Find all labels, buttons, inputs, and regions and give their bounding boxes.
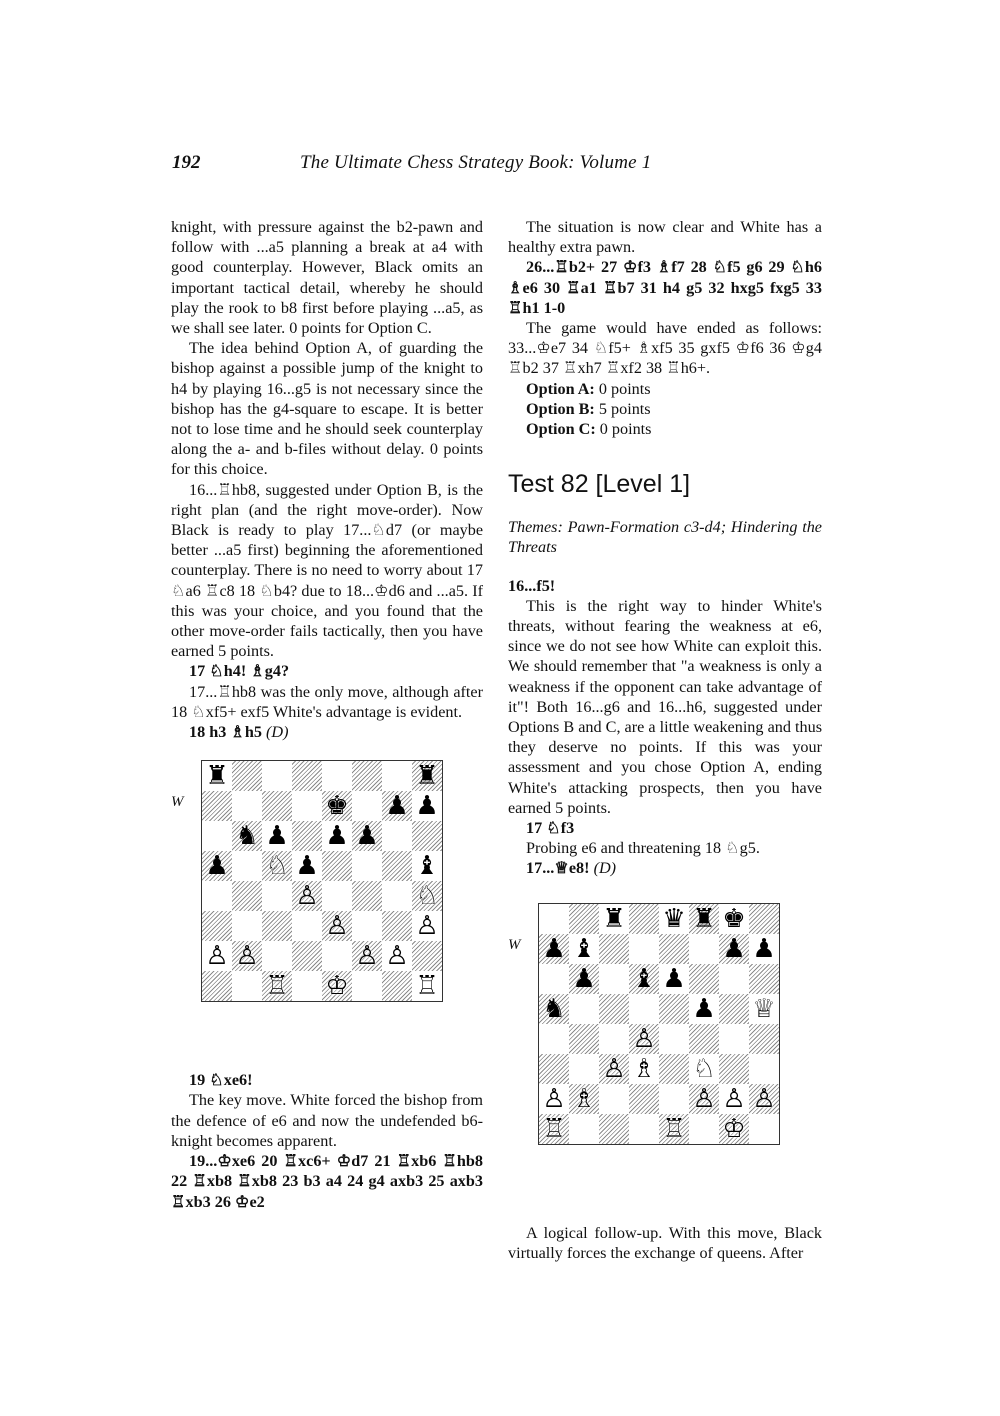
board-square xyxy=(382,941,412,971)
board-square xyxy=(352,821,382,851)
board-square xyxy=(659,1084,689,1114)
board-square xyxy=(352,941,382,971)
left-column xyxy=(171,217,483,1212)
board-square xyxy=(232,941,262,971)
board-square xyxy=(599,1084,629,1114)
black-pawn-icon: ♟ xyxy=(385,791,409,822)
board-square xyxy=(749,994,779,1024)
white-bishop-icon: ♗ xyxy=(572,1083,596,1114)
page-number: 192 xyxy=(172,152,201,173)
board-square xyxy=(202,971,232,1001)
black-pawn-icon: ♟ xyxy=(692,993,716,1024)
board-square xyxy=(232,971,262,1001)
black-knight-icon: ♞ xyxy=(235,821,259,852)
themes-line: Themes: Pawn-Formation c3-d4; Hindering the Threats xyxy=(508,518,822,557)
board-square xyxy=(659,1054,689,1084)
white-pawn-icon: ♙ xyxy=(632,1023,656,1054)
board-square xyxy=(599,1024,629,1054)
white-pawn-icon: ♙ xyxy=(722,1083,746,1114)
board-square xyxy=(382,971,412,1001)
side-to-move: W xyxy=(508,936,521,953)
black-pawn-icon: ♟ xyxy=(355,821,379,852)
black-rook-icon: ♜ xyxy=(205,761,229,792)
board-square xyxy=(292,821,322,851)
board-square xyxy=(262,791,292,821)
board-square xyxy=(232,791,262,821)
white-king-icon: ♔ xyxy=(722,1113,746,1144)
board-square xyxy=(262,971,292,1001)
board-square xyxy=(202,791,232,821)
board-square xyxy=(382,791,412,821)
white-pawn-icon: ♙ xyxy=(385,941,409,972)
board-square xyxy=(382,911,412,941)
white-pawn-icon: ♙ xyxy=(205,941,229,972)
black-rook-icon: ♜ xyxy=(415,761,439,792)
option-value: 5 points xyxy=(598,399,651,418)
white-pawn-icon: ♙ xyxy=(415,911,439,942)
board-square xyxy=(202,761,232,791)
paragraph: The situation is now clear and White has a healthy extra pawn. xyxy=(508,218,822,257)
board-square xyxy=(629,934,659,964)
board-square xyxy=(352,911,382,941)
move-line: 19...♔xe6 20 ♖xc6+ ♔d7 21 ♖xb6 ♖hb8 22 ♖xb8 ♖xb8 23 b3 a4 24 g4 axb3 25 axb3 ♖xb3 26 ♔e2 xyxy=(171,1152,483,1211)
board-square xyxy=(412,911,442,941)
board-square xyxy=(232,851,262,881)
board-square xyxy=(599,994,629,1024)
white-pawn-icon: ♙ xyxy=(542,1083,566,1114)
board-square xyxy=(262,761,292,791)
board-square xyxy=(382,821,412,851)
board-square xyxy=(292,881,322,911)
white-pawn-icon: ♙ xyxy=(692,1083,716,1114)
board-square xyxy=(539,1084,569,1114)
chess-board xyxy=(538,903,780,1145)
board-square xyxy=(232,881,262,911)
black-bishop-icon: ♝ xyxy=(415,851,439,882)
board-square xyxy=(202,911,232,941)
white-pawn-icon: ♙ xyxy=(325,911,349,942)
white-rook-icon: ♖ xyxy=(415,971,439,1002)
black-pawn-icon: ♟ xyxy=(752,933,776,964)
board-square xyxy=(719,1114,749,1144)
board-square xyxy=(569,1024,599,1054)
white-queen-icon: ♕ xyxy=(752,993,776,1024)
board-square xyxy=(719,1084,749,1114)
diagram-marker: (D) xyxy=(593,859,617,878)
board-square xyxy=(569,1054,599,1084)
black-pawn-icon: ♟ xyxy=(415,791,439,822)
running-header xyxy=(172,152,822,178)
board-square xyxy=(322,821,352,851)
board-square xyxy=(569,1114,599,1144)
board-square xyxy=(719,904,749,934)
white-bishop-icon: ♗ xyxy=(632,1053,656,1084)
board-square xyxy=(232,911,262,941)
board-square xyxy=(539,1054,569,1084)
board-square xyxy=(292,971,322,1001)
move-line: 26...♖b2+ 27 ♔f3 ♗f7 28 ♘f5 g6 29 ♘h6 ♗e6 30 ♖a1 ♖b7 31 h4 g5 32 hxg5 fxg5 33 ♖h1 1-0 xyxy=(508,258,822,317)
move-text: 17...♕e8! xyxy=(526,859,590,878)
white-king-icon: ♔ xyxy=(325,971,349,1002)
board-square xyxy=(382,761,412,791)
board-square xyxy=(749,934,779,964)
board-square xyxy=(719,964,749,994)
board-square xyxy=(689,994,719,1024)
option-score xyxy=(508,379,822,399)
option-score xyxy=(508,419,822,439)
move-line: 16...f5! xyxy=(508,576,556,595)
right-column xyxy=(508,217,822,1263)
white-pawn-icon: ♙ xyxy=(752,1083,776,1114)
board-square xyxy=(292,791,322,821)
board-square xyxy=(569,1084,599,1114)
board-square xyxy=(629,904,659,934)
board-square xyxy=(352,791,382,821)
white-pawn-icon: ♙ xyxy=(602,1053,626,1084)
board-square xyxy=(719,1024,749,1054)
option-score xyxy=(508,399,822,419)
paragraph: The key move. White forced the bishop from the defence of e6 and now the undefended b6-knight becomes apparent. xyxy=(171,1091,483,1150)
board-square xyxy=(749,1024,779,1054)
chess-diagram-1 xyxy=(171,760,483,1070)
board-square xyxy=(262,941,292,971)
black-pawn-icon: ♟ xyxy=(572,963,596,994)
black-rook-icon: ♜ xyxy=(602,903,626,934)
paragraph: A logical follow-up. With this move, Black virtually forces the exchange of queens. After xyxy=(508,1223,822,1262)
option-label: Option A: xyxy=(526,379,595,398)
board-square xyxy=(232,821,262,851)
board-square xyxy=(599,904,629,934)
black-king-icon: ♚ xyxy=(722,903,746,934)
board-square xyxy=(629,964,659,994)
board-square xyxy=(719,934,749,964)
paragraph: 17...♖hb8 was the only move, although after 18 ♘xf5+ exf5 White's advantage is evident. xyxy=(171,682,483,721)
board-square xyxy=(749,1084,779,1114)
board-square xyxy=(412,851,442,881)
board-square xyxy=(719,994,749,1024)
board-square xyxy=(232,761,262,791)
board-square xyxy=(292,941,322,971)
paragraph: The idea behind Option A, of guarding the bishop against a possible jump of the knight to h4 by playing 16...g5 is not necessary since the bishop has the g4-square to escape. It is better not to lose time and he should seek counterplay along the a- and b-files without delay. 0 points for this choice. xyxy=(171,339,483,479)
option-value: 0 points xyxy=(599,420,652,439)
paragraph: This is the right way to hinder White's threats, without fearing the weakness at e6, since we do not see how White can exploit this. We should remember that "a weakness is only a weakness if the opponent can take advantage of it"! Both 16...g6 and 16...h6, suggested under Options B and C, are a little weakening and thus they deserve no points. If this was your assessment and you chose Option A, ending White's attacking prospects, then you have earned 5 points. xyxy=(508,596,822,817)
board-square xyxy=(292,851,322,881)
chess-diagram-2 xyxy=(508,903,822,1223)
board-square xyxy=(539,994,569,1024)
black-pawn-icon: ♟ xyxy=(265,821,289,852)
board-square xyxy=(322,911,352,941)
option-value: 0 points xyxy=(598,379,651,398)
black-rook-icon: ♜ xyxy=(692,903,716,934)
board-square xyxy=(202,881,232,911)
board-square xyxy=(599,1054,629,1084)
board-square xyxy=(689,964,719,994)
white-rook-icon: ♖ xyxy=(662,1113,686,1144)
black-knight-icon: ♞ xyxy=(542,993,566,1024)
paragraph: knight, with pressure against the b2-pawn and follow with ...a5 planning a break at a4 with good counterplay. However, Black omits an important tactical detail, whereby he should play the rook to b8 first before playing ...a5, as we shall see later. 0 points for Option C. xyxy=(171,218,483,338)
white-rook-icon: ♖ xyxy=(542,1113,566,1144)
board-square xyxy=(659,1114,689,1144)
board-square xyxy=(719,1054,749,1084)
board-square xyxy=(689,1054,719,1084)
board-square xyxy=(412,941,442,971)
board-square xyxy=(689,934,719,964)
board-square xyxy=(262,851,292,881)
black-bishop-icon: ♝ xyxy=(572,933,596,964)
board-square xyxy=(749,964,779,994)
board-square xyxy=(202,851,232,881)
white-pawn-icon: ♙ xyxy=(235,941,259,972)
board-square xyxy=(629,1084,659,1114)
white-rook-icon: ♖ xyxy=(265,971,289,1002)
board-square xyxy=(569,994,599,1024)
side-to-move: W xyxy=(171,794,184,811)
board-square xyxy=(262,821,292,851)
board-square xyxy=(539,1114,569,1144)
board-square xyxy=(412,971,442,1001)
running-title: The Ultimate Chess Strategy Book: Volume 1 xyxy=(300,152,652,173)
board-square xyxy=(202,821,232,851)
white-pawn-icon: ♙ xyxy=(355,941,379,972)
move-line xyxy=(171,722,483,742)
black-pawn-icon: ♟ xyxy=(662,963,686,994)
paragraph: The game would have ended as follows: 33...♔e7 34 ♘f5+ ♗xf5 35 gxf5 ♔f6 36 ♔g4 ♖b2 37 ♖xh7 ♖xf2 38 ♖h6+. xyxy=(508,319,822,378)
chess-board xyxy=(201,760,443,1002)
black-pawn-icon: ♟ xyxy=(722,933,746,964)
board-square xyxy=(629,1024,659,1054)
option-label: Option C: xyxy=(526,420,596,439)
board-square xyxy=(202,941,232,971)
black-pawn-icon: ♟ xyxy=(542,933,566,964)
board-square xyxy=(629,1114,659,1144)
board-square xyxy=(569,904,599,934)
board-square xyxy=(539,1024,569,1054)
paragraph: 16...♖hb8, suggested under Option B, is the right plan (and the right move-order). Now Black is ready to play 17...♘d7 (or maybe better ...a5 first) beginning the aforementioned counterplay. There is no need to worry about 17 ♘a6 ♖c8 18 ♘b4? due to 18...♔d6 and ...a5. If this was your choice, and you found that the other move-order fails tactically, then you have earned 5 points. xyxy=(171,480,483,661)
test-heading: Test 82 [Level 1] xyxy=(508,470,691,499)
board-square xyxy=(352,971,382,1001)
board-square xyxy=(659,1024,689,1054)
board-square xyxy=(569,934,599,964)
paragraph: Probing e6 and threatening 18 ♘g5. xyxy=(526,839,760,858)
white-knight-icon: ♘ xyxy=(692,1053,716,1084)
board-square xyxy=(352,881,382,911)
board-square xyxy=(539,904,569,934)
board-square xyxy=(412,881,442,911)
board-square xyxy=(629,994,659,1024)
move-line: 17 ♘h4! ♗g4? xyxy=(189,662,290,681)
board-square xyxy=(749,1054,779,1084)
board-square xyxy=(569,964,599,994)
board-square xyxy=(412,791,442,821)
board-square xyxy=(322,851,352,881)
move-text: 18 h3 ♗h5 xyxy=(189,723,262,742)
board-square xyxy=(659,904,689,934)
board-square xyxy=(539,964,569,994)
move-line: 17 ♘f3 xyxy=(526,819,575,838)
white-knight-icon: ♘ xyxy=(415,881,439,912)
black-pawn-icon: ♟ xyxy=(325,821,349,852)
board-square xyxy=(322,791,352,821)
board-square xyxy=(322,971,352,1001)
board-square xyxy=(382,881,412,911)
board-square xyxy=(352,851,382,881)
black-king-icon: ♚ xyxy=(325,791,349,822)
board-square xyxy=(599,1114,629,1144)
black-pawn-icon: ♟ xyxy=(295,851,319,882)
board-square xyxy=(322,941,352,971)
board-square xyxy=(292,761,322,791)
board-square xyxy=(659,964,689,994)
board-square xyxy=(599,964,629,994)
black-pawn-icon: ♟ xyxy=(205,851,229,882)
board-square xyxy=(322,881,352,911)
board-square xyxy=(689,1114,719,1144)
board-square xyxy=(539,934,569,964)
diagram-marker: (D) xyxy=(266,723,289,742)
board-square xyxy=(262,881,292,911)
black-queen-icon: ♛ xyxy=(662,903,686,934)
board-square xyxy=(412,821,442,851)
board-square xyxy=(689,1024,719,1054)
board-square xyxy=(412,761,442,791)
option-label: Option B: xyxy=(526,399,595,418)
move-line xyxy=(508,858,822,878)
move-line: 19 ♘xe6! xyxy=(189,1071,253,1090)
board-square xyxy=(689,1084,719,1114)
black-bishop-icon: ♝ xyxy=(632,963,656,994)
board-square xyxy=(749,904,779,934)
white-pawn-icon: ♙ xyxy=(295,881,319,912)
board-square xyxy=(659,934,689,964)
board-square xyxy=(599,934,629,964)
board-square xyxy=(322,761,352,791)
board-square xyxy=(352,761,382,791)
board-square xyxy=(659,994,689,1024)
board-square xyxy=(749,1114,779,1144)
board-square xyxy=(262,911,292,941)
board-square xyxy=(292,911,322,941)
board-square xyxy=(689,904,719,934)
board-square xyxy=(382,851,412,881)
board-square xyxy=(629,1054,659,1084)
white-knight-icon: ♘ xyxy=(265,851,289,882)
